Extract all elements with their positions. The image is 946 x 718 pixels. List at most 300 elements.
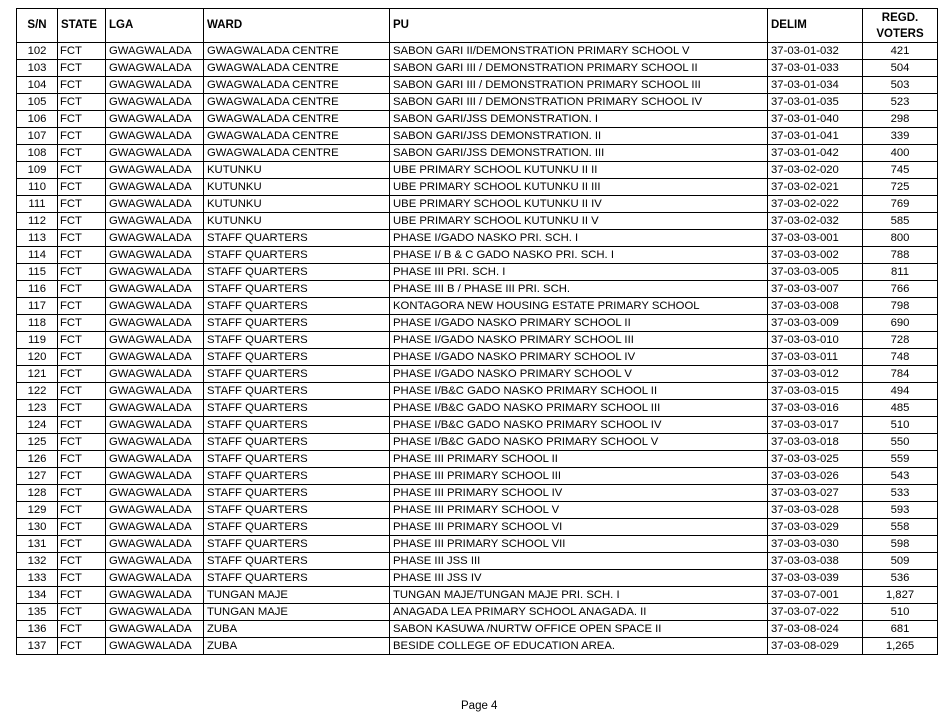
table-row — [17, 247, 938, 264]
cell-pu: UBE PRIMARY SCHOOL KUTUNKU II II — [390, 162, 768, 179]
cell-sn: 114 — [17, 247, 58, 264]
cell-lga: GWAGWALADA — [106, 94, 204, 111]
cell-ward: STAFF QUARTERS — [204, 434, 390, 451]
cell-delim: 37-03-01-035 — [768, 94, 863, 111]
table-row — [17, 213, 938, 230]
cell-regd-voters: 550 — [863, 434, 938, 451]
cell-pu: PHASE I/GADO NASKO PRI. SCH. I — [390, 230, 768, 247]
cell-lga: GWAGWALADA — [106, 638, 204, 655]
table-row — [17, 638, 938, 655]
cell-lga: GWAGWALADA — [106, 298, 204, 315]
cell-lga: GWAGWALADA — [106, 179, 204, 196]
cell-pu: PHASE III B / PHASE III PRI. SCH. — [390, 281, 768, 298]
cell-sn: 130 — [17, 519, 58, 536]
cell-ward: GWAGWALADA CENTRE — [204, 43, 390, 60]
cell-lga: GWAGWALADA — [106, 281, 204, 298]
cell-pu: SABON GARI II/DEMONSTRATION PRIMARY SCHOOL V — [390, 43, 768, 60]
cell-ward: STAFF QUARTERS — [204, 536, 390, 553]
cell-pu: PHASE I/B&C GADO NASKO PRIMARY SCHOOL II — [390, 383, 768, 400]
cell-state: FCT — [58, 621, 106, 638]
cell-pu: PHASE III PRI. SCH. I — [390, 264, 768, 281]
cell-sn: 135 — [17, 604, 58, 621]
cell-state: FCT — [58, 451, 106, 468]
cell-lga: GWAGWALADA — [106, 383, 204, 400]
cell-pu: PHASE I/GADO NASKO PRIMARY SCHOOL II — [390, 315, 768, 332]
header-regd-voters-line2: VOTERS — [876, 27, 924, 40]
cell-delim: 37-03-07-001 — [768, 587, 863, 604]
cell-delim: 37-03-03-030 — [768, 536, 863, 553]
cell-state: FCT — [58, 230, 106, 247]
table-row — [17, 570, 938, 587]
cell-pu: PHASE I/B&C GADO NASKO PRIMARY SCHOOL IV — [390, 417, 768, 434]
cell-delim: 37-03-03-025 — [768, 451, 863, 468]
cell-ward: KUTUNKU — [204, 179, 390, 196]
cell-state: FCT — [58, 145, 106, 162]
cell-ward: STAFF QUARTERS — [204, 366, 390, 383]
cell-delim: 37-03-03-001 — [768, 230, 863, 247]
cell-lga: GWAGWALADA — [106, 77, 204, 94]
cell-lga: GWAGWALADA — [106, 502, 204, 519]
table-row — [17, 111, 938, 128]
table-row — [17, 383, 938, 400]
cell-ward: STAFF QUARTERS — [204, 349, 390, 366]
header-delim: DELIM — [768, 9, 863, 43]
cell-state: FCT — [58, 485, 106, 502]
cell-delim: 37-03-03-039 — [768, 570, 863, 587]
cell-delim: 37-03-08-024 — [768, 621, 863, 638]
cell-delim: 37-03-01-032 — [768, 43, 863, 60]
table-row — [17, 94, 938, 111]
cell-pu: PHASE I/ B & C GADO NASKO PRI. SCH. I — [390, 247, 768, 264]
table-row — [17, 298, 938, 315]
cell-lga: GWAGWALADA — [106, 264, 204, 281]
header-sn: S/N — [17, 9, 58, 43]
cell-regd-voters: 728 — [863, 332, 938, 349]
cell-ward: STAFF QUARTERS — [204, 485, 390, 502]
cell-lga: GWAGWALADA — [106, 417, 204, 434]
header-ward: WARD — [204, 9, 390, 43]
cell-delim: 37-03-03-027 — [768, 485, 863, 502]
cell-delim: 37-03-01-041 — [768, 128, 863, 145]
cell-sn: 136 — [17, 621, 58, 638]
cell-ward: STAFF QUARTERS — [204, 468, 390, 485]
cell-pu: SABON KASUWA /NURTW OFFICE OPEN SPACE II — [390, 621, 768, 638]
cell-delim: 37-03-03-011 — [768, 349, 863, 366]
table-row — [17, 468, 938, 485]
cell-ward: STAFF QUARTERS — [204, 502, 390, 519]
cell-pu: PHASE III JSS IV — [390, 570, 768, 587]
table-row — [17, 366, 938, 383]
cell-sn: 109 — [17, 162, 58, 179]
cell-pu: TUNGAN MAJE/TUNGAN MAJE PRI. SCH. I — [390, 587, 768, 604]
cell-sn: 127 — [17, 468, 58, 485]
cell-regd-voters: 509 — [863, 553, 938, 570]
cell-ward: GWAGWALADA CENTRE — [204, 128, 390, 145]
cell-delim: 37-03-03-038 — [768, 553, 863, 570]
cell-state: FCT — [58, 400, 106, 417]
table-row — [17, 179, 938, 196]
cell-delim: 37-03-02-020 — [768, 162, 863, 179]
cell-ward: TUNGAN MAJE — [204, 604, 390, 621]
cell-sn: 115 — [17, 264, 58, 281]
table-row — [17, 553, 938, 570]
cell-sn: 119 — [17, 332, 58, 349]
cell-delim: 37-03-03-018 — [768, 434, 863, 451]
cell-regd-voters: 298 — [863, 111, 938, 128]
cell-lga: GWAGWALADA — [106, 519, 204, 536]
table-row — [17, 349, 938, 366]
cell-regd-voters: 543 — [863, 468, 938, 485]
cell-pu: UBE PRIMARY SCHOOL KUTUNKU II IV — [390, 196, 768, 213]
cell-ward: ZUBA — [204, 638, 390, 655]
cell-pu: PHASE III PRIMARY SCHOOL IV — [390, 485, 768, 502]
cell-state: FCT — [58, 434, 106, 451]
cell-pu: PHASE I/GADO NASKO PRIMARY SCHOOL III — [390, 332, 768, 349]
cell-lga: GWAGWALADA — [106, 621, 204, 638]
cell-pu: PHASE III PRIMARY SCHOOL II — [390, 451, 768, 468]
cell-sn: 128 — [17, 485, 58, 502]
cell-regd-voters: 593 — [863, 502, 938, 519]
cell-delim: 37-03-03-016 — [768, 400, 863, 417]
cell-lga: GWAGWALADA — [106, 43, 204, 60]
cell-delim: 37-03-03-009 — [768, 315, 863, 332]
cell-ward: STAFF QUARTERS — [204, 298, 390, 315]
header-regd-voters-line1: REGD. — [881, 11, 919, 24]
cell-sn: 124 — [17, 417, 58, 434]
cell-regd-voters: 559 — [863, 451, 938, 468]
cell-regd-voters: 510 — [863, 417, 938, 434]
cell-ward: GWAGWALADA CENTRE — [204, 60, 390, 77]
cell-state: FCT — [58, 179, 106, 196]
cell-ward: GWAGWALADA CENTRE — [204, 111, 390, 128]
cell-lga: GWAGWALADA — [106, 604, 204, 621]
cell-ward: KUTUNKU — [204, 162, 390, 179]
cell-ward: KUTUNKU — [204, 213, 390, 230]
cell-regd-voters: 510 — [863, 604, 938, 621]
cell-delim: 37-03-02-021 — [768, 179, 863, 196]
table-row — [17, 60, 938, 77]
cell-state: FCT — [58, 417, 106, 434]
cell-state: FCT — [58, 298, 106, 315]
cell-ward: STAFF QUARTERS — [204, 519, 390, 536]
cell-delim: 37-03-03-007 — [768, 281, 863, 298]
table-row — [17, 196, 938, 213]
cell-delim: 37-03-01-042 — [768, 145, 863, 162]
cell-regd-voters: 788 — [863, 247, 938, 264]
cell-regd-voters: 769 — [863, 196, 938, 213]
cell-pu: SABON GARI/JSS DEMONSTRATION. I — [390, 111, 768, 128]
cell-lga: GWAGWALADA — [106, 400, 204, 417]
cell-regd-voters: 681 — [863, 621, 938, 638]
cell-lga: GWAGWALADA — [106, 536, 204, 553]
cell-lga: GWAGWALADA — [106, 230, 204, 247]
cell-delim: 37-03-01-034 — [768, 77, 863, 94]
cell-sn: 108 — [17, 145, 58, 162]
cell-regd-voters: 1,827 — [863, 587, 938, 604]
cell-lga: GWAGWALADA — [106, 434, 204, 451]
cell-lga: GWAGWALADA — [106, 570, 204, 587]
cell-pu: PHASE I/GADO NASKO PRIMARY SCHOOL IV — [390, 349, 768, 366]
cell-lga: GWAGWALADA — [106, 451, 204, 468]
cell-sn: 120 — [17, 349, 58, 366]
cell-ward: STAFF QUARTERS — [204, 315, 390, 332]
cell-regd-voters: 745 — [863, 162, 938, 179]
cell-pu: PHASE III JSS III — [390, 553, 768, 570]
cell-regd-voters: 748 — [863, 349, 938, 366]
cell-lga: GWAGWALADA — [106, 145, 204, 162]
cell-delim: 37-03-03-017 — [768, 417, 863, 434]
table-row — [17, 519, 938, 536]
cell-sn: 106 — [17, 111, 58, 128]
cell-sn: 112 — [17, 213, 58, 230]
cell-state: FCT — [58, 468, 106, 485]
cell-ward: STAFF QUARTERS — [204, 281, 390, 298]
cell-state: FCT — [58, 128, 106, 145]
cell-sn: 121 — [17, 366, 58, 383]
cell-ward: STAFF QUARTERS — [204, 383, 390, 400]
cell-pu: ANAGADA LEA PRIMARY SCHOOL ANAGADA. II — [390, 604, 768, 621]
cell-regd-voters: 504 — [863, 60, 938, 77]
cell-regd-voters: 798 — [863, 298, 938, 315]
cell-lga: GWAGWALADA — [106, 553, 204, 570]
table-row — [17, 128, 938, 145]
cell-delim: 37-03-03-026 — [768, 468, 863, 485]
cell-delim: 37-03-03-028 — [768, 502, 863, 519]
cell-delim: 37-03-03-029 — [768, 519, 863, 536]
cell-regd-voters: 523 — [863, 94, 938, 111]
cell-regd-voters: 536 — [863, 570, 938, 587]
cell-regd-voters: 784 — [863, 366, 938, 383]
cell-lga: GWAGWALADA — [106, 349, 204, 366]
cell-sn: 129 — [17, 502, 58, 519]
header-lga: LGA — [106, 9, 204, 43]
cell-sn: 137 — [17, 638, 58, 655]
cell-state: FCT — [58, 281, 106, 298]
cell-lga: GWAGWALADA — [106, 587, 204, 604]
cell-lga: GWAGWALADA — [106, 60, 204, 77]
cell-pu: PHASE III PRIMARY SCHOOL VII — [390, 536, 768, 553]
table-row — [17, 621, 938, 638]
cell-state: FCT — [58, 349, 106, 366]
cell-regd-voters: 485 — [863, 400, 938, 417]
cell-sn: 103 — [17, 60, 58, 77]
cell-delim: 37-03-08-029 — [768, 638, 863, 655]
cell-delim: 37-03-01-033 — [768, 60, 863, 77]
cell-pu: SABON GARI III / DEMONSTRATION PRIMARY SCHOOL III — [390, 77, 768, 94]
cell-ward: GWAGWALADA CENTRE — [204, 77, 390, 94]
cell-pu: UBE PRIMARY SCHOOL KUTUNKU II V — [390, 213, 768, 230]
cell-ward: STAFF QUARTERS — [204, 417, 390, 434]
cell-state: FCT — [58, 111, 106, 128]
cell-state: FCT — [58, 519, 106, 536]
cell-lga: GWAGWALADA — [106, 128, 204, 145]
cell-ward: KUTUNKU — [204, 196, 390, 213]
cell-pu: UBE PRIMARY SCHOOL KUTUNKU II III — [390, 179, 768, 196]
cell-state: FCT — [58, 60, 106, 77]
cell-pu: SABON GARI III / DEMONSTRATION PRIMARY SCHOOL II — [390, 60, 768, 77]
table-row — [17, 145, 938, 162]
table-header-row — [17, 9, 938, 43]
table-row — [17, 485, 938, 502]
cell-regd-voters: 494 — [863, 383, 938, 400]
cell-lga: GWAGWALADA — [106, 315, 204, 332]
cell-pu: SABON GARI/JSS DEMONSTRATION. II — [390, 128, 768, 145]
cell-ward: ZUBA — [204, 621, 390, 638]
cell-sn: 117 — [17, 298, 58, 315]
cell-delim: 37-03-03-002 — [768, 247, 863, 264]
cell-ward: STAFF QUARTERS — [204, 451, 390, 468]
cell-state: FCT — [58, 94, 106, 111]
cell-state: FCT — [58, 247, 106, 264]
cell-regd-voters: 339 — [863, 128, 938, 145]
table-row — [17, 536, 938, 553]
cell-pu: PHASE III PRIMARY SCHOOL III — [390, 468, 768, 485]
header-regd-voters — [863, 9, 938, 43]
cell-regd-voters: 690 — [863, 315, 938, 332]
cell-regd-voters: 725 — [863, 179, 938, 196]
cell-ward: STAFF QUARTERS — [204, 553, 390, 570]
cell-sn: 133 — [17, 570, 58, 587]
cell-sn: 131 — [17, 536, 58, 553]
cell-regd-voters: 400 — [863, 145, 938, 162]
cell-state: FCT — [58, 332, 106, 349]
cell-ward: STAFF QUARTERS — [204, 400, 390, 417]
cell-state: FCT — [58, 264, 106, 281]
polling-units-table — [16, 8, 938, 655]
cell-state: FCT — [58, 553, 106, 570]
cell-sn: 105 — [17, 94, 58, 111]
cell-state: FCT — [58, 502, 106, 519]
cell-sn: 111 — [17, 196, 58, 213]
cell-delim: 37-03-03-008 — [768, 298, 863, 315]
cell-regd-voters: 558 — [863, 519, 938, 536]
cell-pu: SABON GARI/JSS DEMONSTRATION. III — [390, 145, 768, 162]
cell-lga: GWAGWALADA — [106, 332, 204, 349]
cell-lga: GWAGWALADA — [106, 366, 204, 383]
cell-delim: 37-03-02-032 — [768, 213, 863, 230]
table-body — [17, 43, 938, 655]
cell-state: FCT — [58, 383, 106, 400]
cell-pu: SABON GARI III / DEMONSTRATION PRIMARY SCHOOL IV — [390, 94, 768, 111]
cell-lga: GWAGWALADA — [106, 162, 204, 179]
cell-state: FCT — [58, 366, 106, 383]
cell-ward: STAFF QUARTERS — [204, 230, 390, 247]
cell-state: FCT — [58, 638, 106, 655]
cell-state: FCT — [58, 196, 106, 213]
cell-lga: GWAGWALADA — [106, 213, 204, 230]
header-pu: PU — [390, 9, 768, 43]
cell-delim: 37-03-03-015 — [768, 383, 863, 400]
table-row — [17, 587, 938, 604]
table-row — [17, 604, 938, 621]
page-number: Page 4 — [461, 700, 498, 712]
cell-delim: 37-03-07-022 — [768, 604, 863, 621]
table-row — [17, 451, 938, 468]
cell-regd-voters: 811 — [863, 264, 938, 281]
cell-state: FCT — [58, 77, 106, 94]
cell-sn: 134 — [17, 587, 58, 604]
table-row — [17, 400, 938, 417]
cell-pu: PHASE I/GADO NASKO PRIMARY SCHOOL V — [390, 366, 768, 383]
cell-sn: 107 — [17, 128, 58, 145]
cell-delim: 37-03-01-040 — [768, 111, 863, 128]
cell-pu: PHASE III PRIMARY SCHOOL V — [390, 502, 768, 519]
cell-sn: 122 — [17, 383, 58, 400]
cell-sn: 118 — [17, 315, 58, 332]
table-row — [17, 502, 938, 519]
cell-ward: STAFF QUARTERS — [204, 332, 390, 349]
cell-sn: 113 — [17, 230, 58, 247]
cell-regd-voters: 766 — [863, 281, 938, 298]
cell-sn: 132 — [17, 553, 58, 570]
cell-lga: GWAGWALADA — [106, 196, 204, 213]
cell-lga: GWAGWALADA — [106, 468, 204, 485]
table-row — [17, 281, 938, 298]
cell-state: FCT — [58, 587, 106, 604]
cell-regd-voters: 1,265 — [863, 638, 938, 655]
cell-state: FCT — [58, 536, 106, 553]
table-row — [17, 332, 938, 349]
cell-delim: 37-03-03-010 — [768, 332, 863, 349]
cell-state: FCT — [58, 604, 106, 621]
table-row — [17, 162, 938, 179]
cell-pu: PHASE III PRIMARY SCHOOL VI — [390, 519, 768, 536]
cell-regd-voters: 800 — [863, 230, 938, 247]
cell-sn: 126 — [17, 451, 58, 468]
cell-state: FCT — [58, 315, 106, 332]
cell-sn: 123 — [17, 400, 58, 417]
cell-state: FCT — [58, 570, 106, 587]
cell-regd-voters: 421 — [863, 43, 938, 60]
cell-pu: BESIDE COLLEGE OF EDUCATION AREA. — [390, 638, 768, 655]
cell-sn: 116 — [17, 281, 58, 298]
table-row — [17, 417, 938, 434]
cell-sn: 125 — [17, 434, 58, 451]
cell-ward: STAFF QUARTERS — [204, 570, 390, 587]
table-row — [17, 77, 938, 94]
cell-sn: 110 — [17, 179, 58, 196]
cell-delim: 37-03-03-005 — [768, 264, 863, 281]
cell-pu: KONTAGORA NEW HOUSING ESTATE PRIMARY SCHOOL — [390, 298, 768, 315]
cell-regd-voters: 585 — [863, 213, 938, 230]
table-row — [17, 230, 938, 247]
cell-sn: 102 — [17, 43, 58, 60]
cell-delim: 37-03-03-012 — [768, 366, 863, 383]
cell-ward: TUNGAN MAJE — [204, 587, 390, 604]
table-row — [17, 315, 938, 332]
cell-delim: 37-03-02-022 — [768, 196, 863, 213]
cell-lga: GWAGWALADA — [106, 247, 204, 264]
cell-lga: GWAGWALADA — [106, 485, 204, 502]
table-row — [17, 264, 938, 281]
cell-regd-voters: 533 — [863, 485, 938, 502]
cell-ward: STAFF QUARTERS — [204, 264, 390, 281]
cell-state: FCT — [58, 162, 106, 179]
cell-ward: GWAGWALADA CENTRE — [204, 145, 390, 162]
header-state: STATE — [58, 9, 106, 43]
cell-pu: PHASE I/B&C GADO NASKO PRIMARY SCHOOL III — [390, 400, 768, 417]
cell-state: FCT — [58, 213, 106, 230]
cell-ward: GWAGWALADA CENTRE — [204, 94, 390, 111]
cell-lga: GWAGWALADA — [106, 111, 204, 128]
cell-pu: PHASE I/B&C GADO NASKO PRIMARY SCHOOL V — [390, 434, 768, 451]
cell-regd-voters: 503 — [863, 77, 938, 94]
table-row — [17, 43, 938, 60]
cell-regd-voters: 598 — [863, 536, 938, 553]
cell-sn: 104 — [17, 77, 58, 94]
cell-ward: STAFF QUARTERS — [204, 247, 390, 264]
cell-state: FCT — [58, 43, 106, 60]
